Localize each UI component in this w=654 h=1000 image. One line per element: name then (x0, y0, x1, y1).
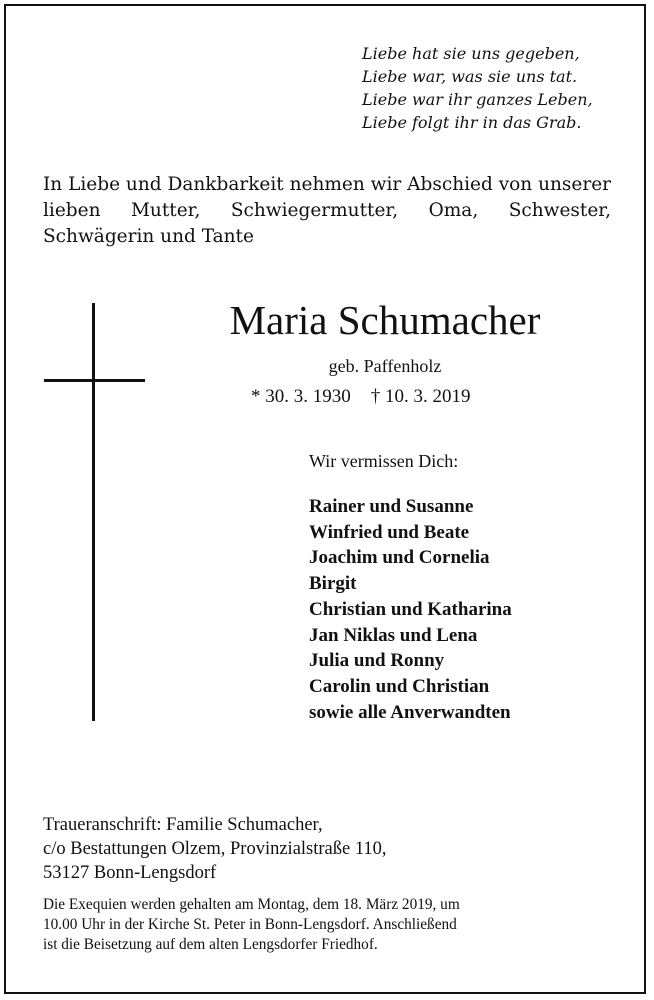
mourners-list (309, 494, 512, 725)
mourner-line: sowie alle Anverwandten (309, 701, 511, 723)
mourner-line: Rainer und Susanne (309, 496, 474, 517)
funeral-line: 10.00 Uhr in der Kirche St. Peter in Bonn-Lengsdorf. Anschließend (43, 916, 457, 933)
poem-line: Liebe folgt ihr in das Grab. (362, 113, 582, 132)
mourner-line: Carolin und Christian (309, 675, 490, 697)
poem-line: Liebe war, was sie uns tat. (362, 67, 578, 86)
intro-text: In Liebe und Dankbarkeit nehmen wir Abschied von unserer lieben Mutter, Schwiegermutter, Oma, Schwester, Schwägerin und Tante (43, 174, 611, 247)
funeral-line: ist die Beisetzung auf dem alten Lengsdorfer Friedhof. (43, 936, 378, 953)
poem-line: Liebe war ihr ganzes Leben, (362, 90, 593, 109)
maiden-name: geb. Paffenholz (328, 356, 442, 376)
address-line: 53127 Bonn-Lengsdorf (43, 863, 217, 883)
death-date: † 10. 3. 2019 (370, 386, 471, 407)
mourner-line: Jan Niklas und Lena (309, 624, 478, 646)
mourning-address (43, 813, 387, 885)
mourner-line: Christian und Katharina (309, 598, 512, 620)
mourner-line: Birgit (309, 573, 357, 595)
address-line: c/o Bestattungen Olzem, Provinzialstraße 110, (43, 839, 387, 859)
address-line: Traueranschrift: Familie Schumacher, (43, 815, 323, 835)
poem-line: Liebe hat sie uns gegeben, (362, 44, 580, 63)
mourner-line: Julia und Ronny (309, 650, 445, 672)
cross-icon-vertical (92, 303, 95, 721)
miss-heading: Wir vermissen Dich: (309, 451, 459, 471)
funeral-line: Die Exequien werden gehalten am Montag, dem 18. März 2019, um (43, 896, 460, 913)
mourner-line: Joachim und Cornelia (309, 547, 490, 569)
funeral-info (43, 895, 613, 955)
life-dates (251, 385, 471, 409)
mourner-line: Winfried und Beate (309, 521, 470, 543)
poem (362, 42, 593, 134)
birth-date: * 30. 3. 1930 (251, 386, 351, 407)
deceased-name: Maria Schumacher (229, 297, 541, 343)
cross-icon-horizontal (44, 379, 145, 382)
